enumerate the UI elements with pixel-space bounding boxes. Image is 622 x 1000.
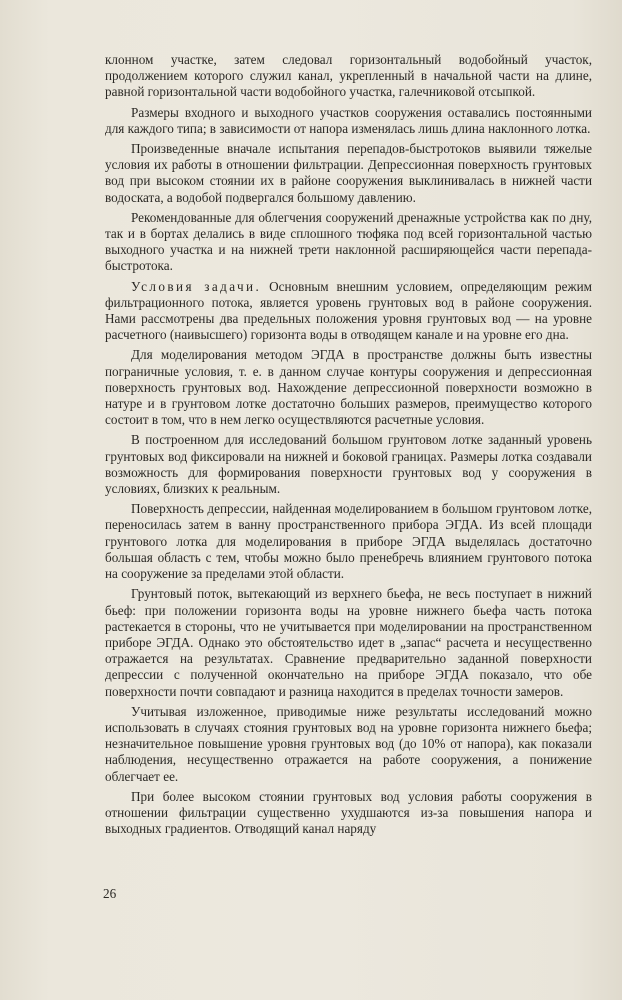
section-run-in-heading: Условия задачи.: [131, 278, 262, 294]
paragraph: Поверхность депрессии, найденная моделированием в большом грунтовом лотке, переносилась затем в ванну пространственного прибора ЭГДА. Из всей площади грунтового лотка для моделирования в приборе ЭГДА выделялась достаточно большая область с тем, чтобы можно было пренебречь влиянием грунтового потока на сооружение за пределами этой области.: [105, 501, 592, 582]
paragraph: Размеры входного и выходного участков сооружения оставались постоянными для каждого типа; в зависимости от напора изменялась лишь длина наклонного лотка.: [105, 104, 592, 136]
paragraph: клонном участке, затем следовал горизонтальный водобойный участок, продолжением которого служил канал, укрепленный в начальной части на длине, равной горизонтальной части водобойного участка, галечниковой отсыпкой.: [105, 52, 592, 100]
paragraph: Произведенные вначале испытания перепадов-быстротоков выявили тяжелые условия их работы в отношении фильтрации. Депрессионная поверхность грунтовых вод при высоком стоянии их в районе сооружения выклинивалась в нижней части водоската, а водобой подвергался большому давлению.: [105, 141, 592, 205]
page-number: 26: [103, 886, 117, 901]
paragraph-text: Основным внешним условием, определяющим режим фильтрационного потока, является уровень грунтовых вод в районе сооружения. Нами рассмотрены два предельных положения уровня грунтовых вод — на уровне расчетного (наивысшего) горизонта воды в отводящем канале и на уровне его дна.: [105, 278, 592, 343]
paragraph-conditions: [105, 279, 592, 344]
paragraph: Грунтовый поток, вытекающий из верхнего бьефа, не весь поступает в нижний бьеф: при положении горизонта воды на уровне нижнего бьефа часть потока растекается в стороны, что не учитывается при моделировании на пространственном приборе ЭГДА. Однако это обстоятельство идет в „запас“ расчета и несущественно отражается на результатах. Сравнение предварительно заданной поверхности депрессии с полученной окончательно на приборе ЭГДА показало, что обе поверхности почти совпадают и разница находится в пределах точности замеров.: [105, 586, 592, 699]
paragraph: Учитывая изложенное, приводимые ниже результаты исследований можно использовать в случаях стояния грунтовых вод на уровне горизонта нижнего бьефа; незначительное повышение уровня грунтовых вод (до 10% от напора), как показали наблюдения, несущественно отражается на работе сооружения, а понижение облегчает ее.: [105, 703, 592, 784]
paragraph: Рекомендованные для облегчения сооружений дренажные устройства как по дну, так и в бортах делались в виде сплошного тюфяка под всей горизонтальной частью выходного участка и на нижней трети наклонной расширяющейся части перепада-быстротока.: [105, 209, 592, 274]
paragraph: В построенном для исследований большом грунтовом лотке заданный уровень грунтовых вод фиксировали на нижней и боковой границах. Размеры лотка создавали возможность для формирования поверхности грунтовых вод у сооружения в условиях, близких к реальным.: [105, 432, 592, 497]
paragraph: При более высоком стоянии грунтовых вод условия работы сооружения в отношении фильтрации существенно ухудшаются из-за повышения напора и выходных градиентов. Отводящий канал наряду: [105, 788, 592, 837]
paragraph: Для моделирования методом ЭГДА в пространстве должны быть известны пограничные условия, т. е. в данном случае контуры сооружения и депрессионная поверхность грунтовых вод. Нахождение депрессионной поверхности возможно в натуре и в грунтовом лотке достаточно больших размеров, преимущество которого состоит в том, что в нем легко осуществляются расчетные условия.: [105, 347, 592, 428]
body-text: [105, 52, 592, 841]
